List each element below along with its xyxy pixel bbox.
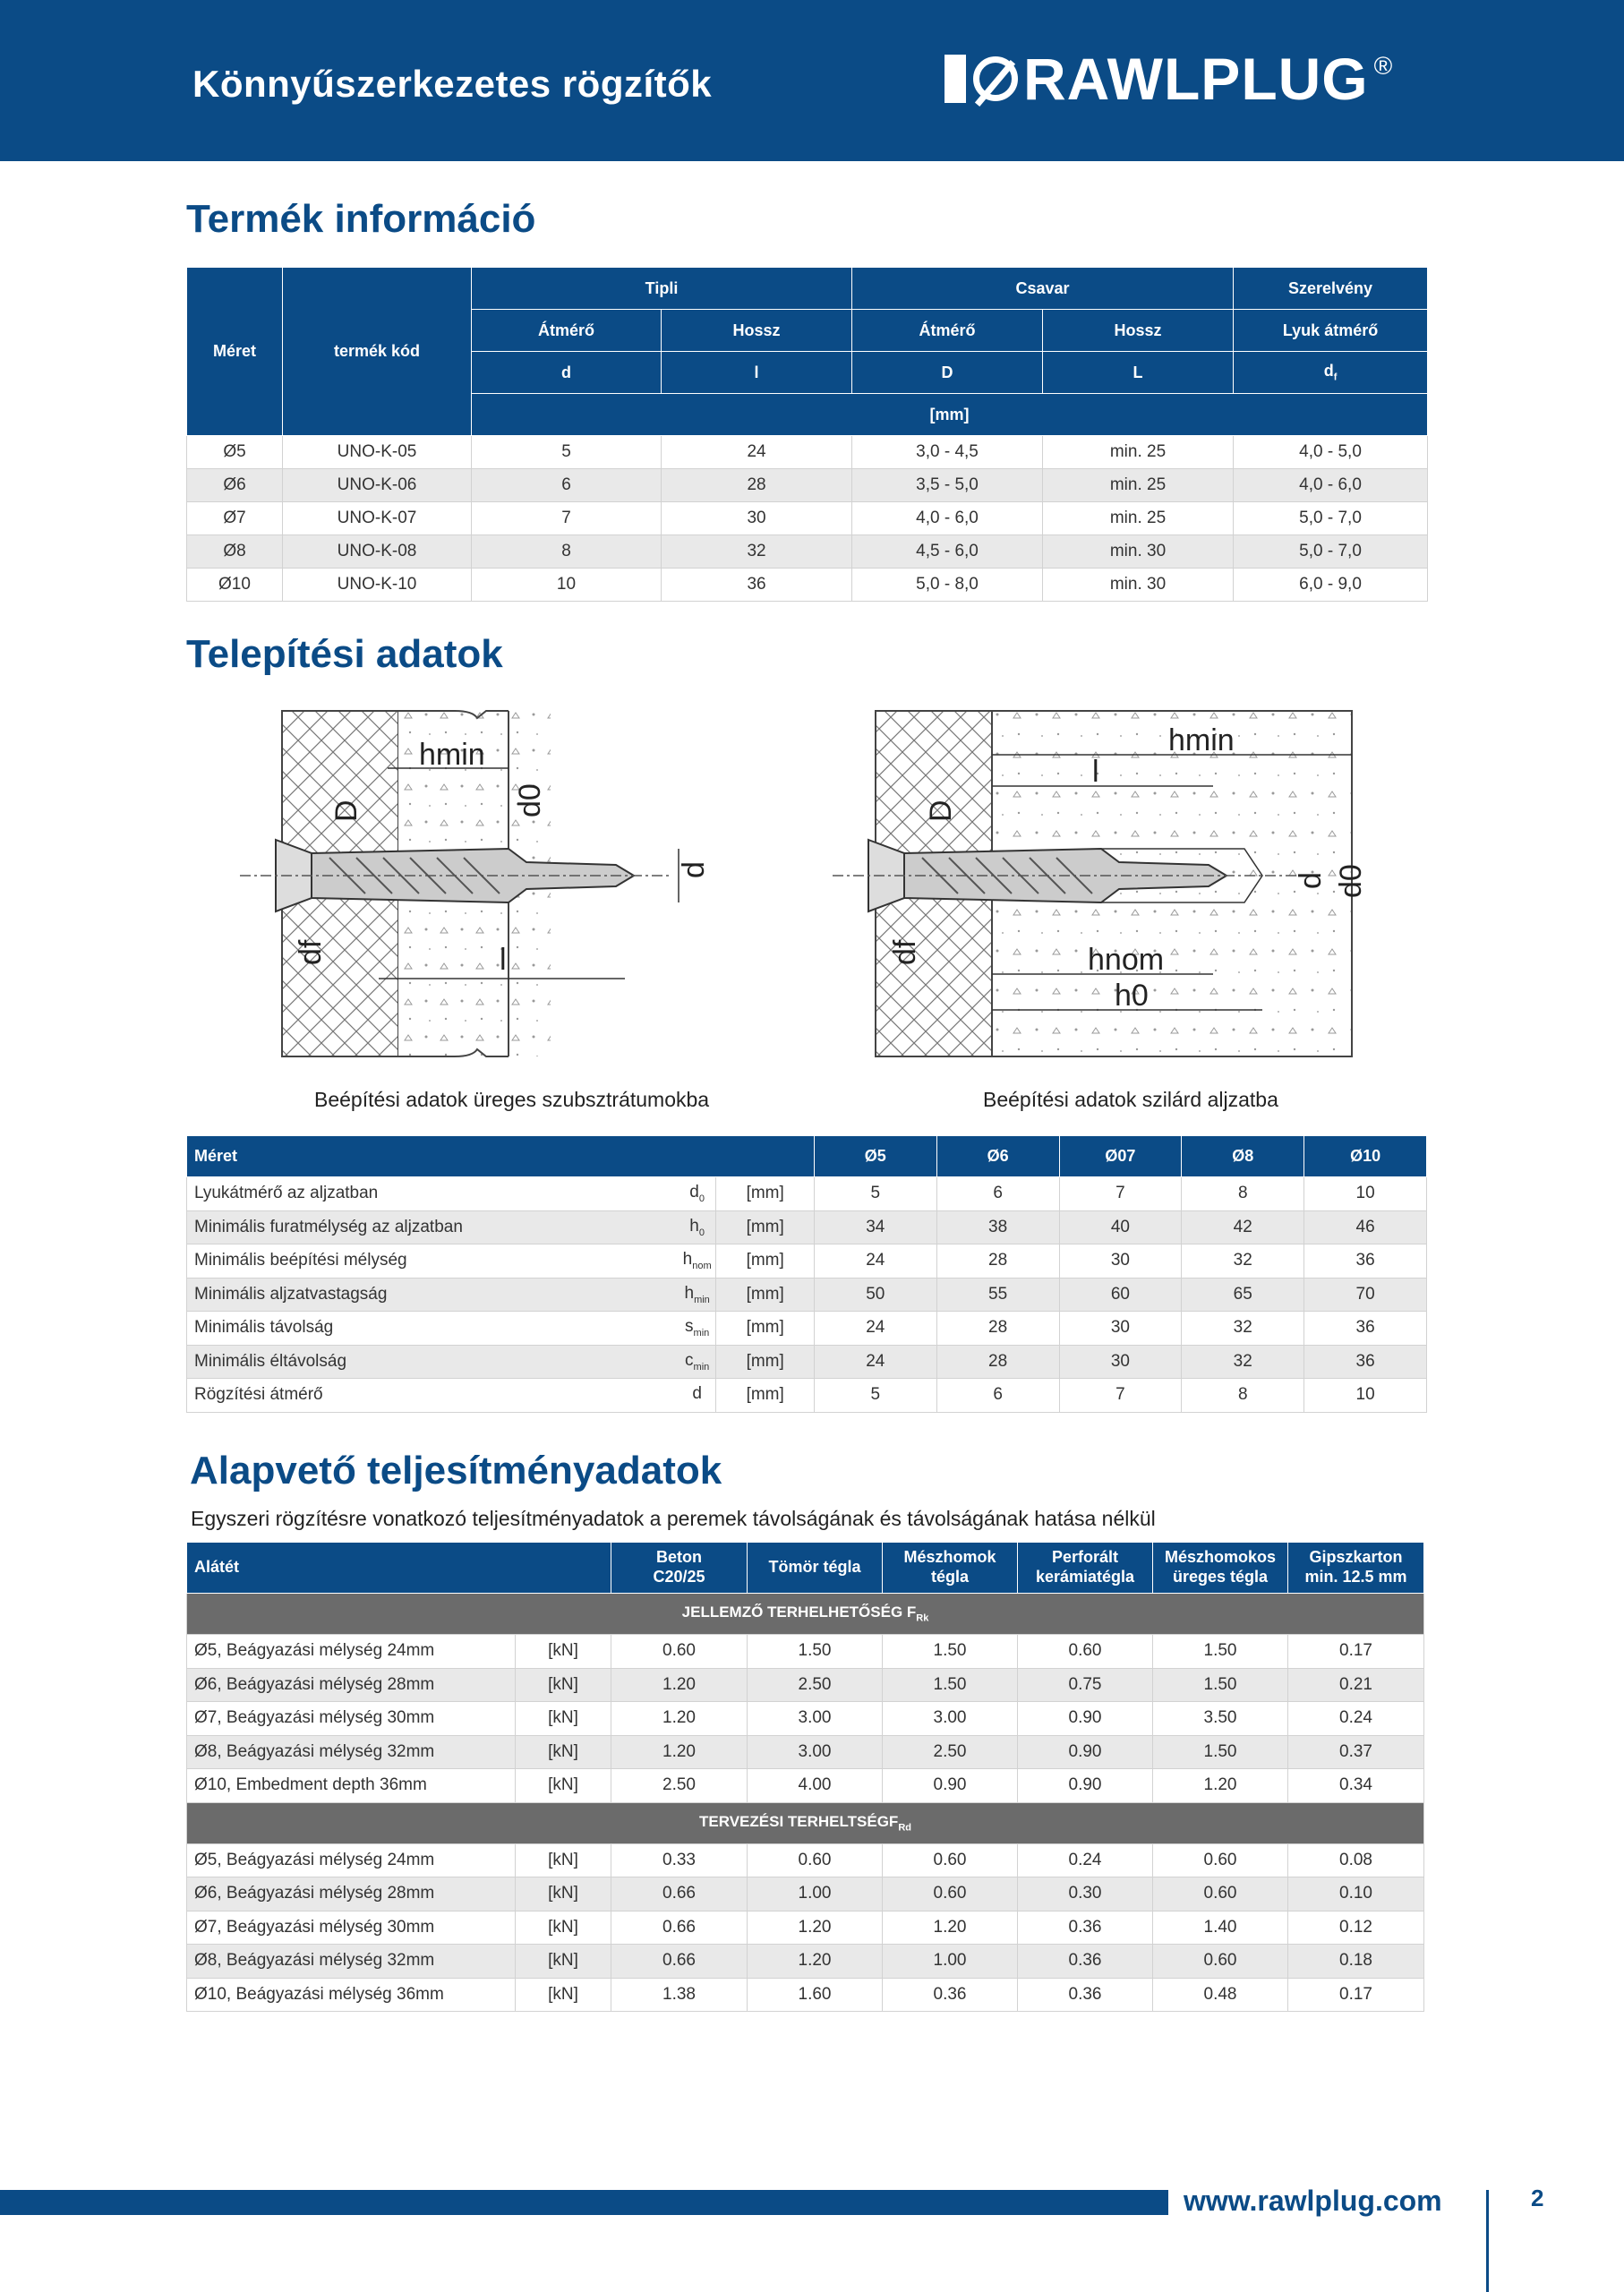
table-cell: 1.20 [883, 1911, 1018, 1945]
table-cell: 6,0 - 9,0 [1234, 569, 1428, 602]
col-header-d8: Ø8 [1182, 1136, 1304, 1177]
table-cell: 7 [472, 502, 662, 535]
table-cell: 6 [936, 1177, 1059, 1211]
table-row [187, 1177, 1427, 1211]
table-cell: 5,0 - 7,0 [1234, 502, 1428, 535]
table-cell: 10 [1304, 1379, 1427, 1413]
table-cell: 0.34 [1288, 1769, 1424, 1803]
table-cell: 5 [472, 436, 662, 469]
table-row [187, 502, 1428, 535]
table-cell: 0.60 [748, 1843, 883, 1877]
page-number: 2 [1531, 2185, 1544, 2211]
hollow-substrate-diagram [240, 706, 711, 1064]
table-cell: 24 [814, 1312, 936, 1346]
table-cell: 1.50 [883, 1635, 1018, 1669]
section-label: TERVEZÉSI $TERHELTSÉGF_{Rd}$ [187, 1802, 1424, 1843]
table-cell: 0.66 [611, 1945, 748, 1979]
symbol-l: l [662, 352, 852, 394]
table-cell: 32 [1182, 1244, 1304, 1279]
table-cell: Ø5 [187, 436, 283, 469]
table-cell: 0.36 [883, 1978, 1018, 2012]
row-label: Ø5, Beágyazási mélység 24mm [187, 1843, 516, 1877]
table-cell: 4,0 - 5,0 [1234, 436, 1428, 469]
table-cell: 0.12 [1288, 1911, 1424, 1945]
row-unit: [kN] [516, 1635, 611, 1669]
table-cell: min. 25 [1043, 436, 1234, 469]
col-header-substrate-type: Gipszkarton min. 12.5 mm [1288, 1543, 1424, 1594]
col-header-tipli-diam: Átmérő [472, 310, 662, 352]
section-row [187, 1802, 1424, 1843]
col-header-screw-length: Hossz [1043, 310, 1234, 352]
table-cell: 1.20 [611, 1668, 748, 1702]
table-cell: 2.50 [611, 1769, 748, 1803]
table-cell: 1.38 [611, 1978, 748, 2012]
row-label: Minimális távolság [187, 1312, 679, 1346]
row-label: Minimális éltávolság [187, 1345, 679, 1379]
table-cell: 6 [472, 469, 662, 502]
performance-title: Alapvető teljesítményadatok [190, 1449, 722, 1492]
col-header-substrate-type: Mészhomok tégla [883, 1543, 1018, 1594]
col-header-substrate-type: Perforált kerámiatégla [1018, 1543, 1153, 1594]
table-cell: UNO-K-08 [283, 535, 472, 569]
table-cell: 0.08 [1288, 1843, 1424, 1877]
table-cell: 24 [662, 436, 852, 469]
row-symbol: $h_0$ [679, 1210, 716, 1244]
col-header-hole-diam: Lyuk átmérő [1234, 310, 1428, 352]
section-label: JELLEMZŐ TERHELHETŐSÉG $F_{Rk}$ [187, 1594, 1424, 1635]
table-row [187, 1345, 1427, 1379]
table-cell: 30 [662, 502, 852, 535]
row-unit: [mm] [716, 1345, 814, 1379]
table-cell: 1.40 [1153, 1911, 1288, 1945]
installation-table [186, 1135, 1427, 1413]
row-unit: [mm] [716, 1278, 814, 1312]
table-cell: 0.21 [1288, 1668, 1424, 1702]
table-cell: 0.17 [1288, 1978, 1424, 2012]
col-header-substrate-type: Beton C20/25 [611, 1543, 748, 1594]
row-unit: [mm] [716, 1210, 814, 1244]
col-header-substrate-type: Mészhomokos üreges tégla [1153, 1543, 1288, 1594]
table-cell: 1.00 [883, 1945, 1018, 1979]
row-label: Minimális furatmélység az aljzatban [187, 1210, 679, 1244]
row-label: Minimális aljzatvastagság [187, 1278, 679, 1312]
col-header-csavar: Csavar [852, 268, 1234, 310]
table-cell: 0.60 [1018, 1635, 1153, 1669]
table-row [187, 1379, 1427, 1413]
row-label: Ø7, Beágyazási mélység 30mm [187, 1702, 516, 1736]
table-row [187, 1244, 1427, 1279]
table-cell: 4,0 - 6,0 [852, 502, 1043, 535]
table-cell: 36 [1304, 1312, 1427, 1346]
performance-subtitle: Egyszeri rögzítésre vonatkozó teljesítményadatok a peremek távolságának és távolságának hatása nélkül [191, 1507, 1156, 1530]
table-row [187, 1769, 1424, 1803]
table-cell: 36 [1304, 1345, 1427, 1379]
row-symbol: $h_{min}$ [679, 1278, 716, 1312]
row-unit: [kN] [516, 1769, 611, 1803]
table-cell: 0.90 [1018, 1702, 1153, 1736]
label-hmin: hmin [419, 738, 485, 772]
table-cell: 32 [1182, 1312, 1304, 1346]
table-cell: 70 [1304, 1278, 1427, 1312]
symbol-d: d [472, 352, 662, 394]
table-cell: min. 30 [1043, 569, 1234, 602]
table-cell: 24 [814, 1345, 936, 1379]
table-cell: 0.60 [883, 1843, 1018, 1877]
label-hnom: hnom [1088, 943, 1165, 977]
row-label: Rögzítési átmérő [187, 1379, 679, 1413]
row-unit: [mm] [716, 1177, 814, 1211]
row-symbol: $h_{nom}$ [679, 1244, 716, 1279]
logo-bar-icon [944, 55, 966, 103]
page-header-title: Könnyűszerkezetes rögzítők [192, 63, 713, 105]
table-cell: 2.50 [748, 1668, 883, 1702]
table-cell: 0.37 [1288, 1735, 1424, 1769]
table-cell: 1.50 [1153, 1668, 1288, 1702]
table-cell: 0.60 [883, 1877, 1018, 1911]
table-row [187, 1635, 1424, 1669]
table-cell: 10 [472, 569, 662, 602]
table-cell: 0.90 [883, 1769, 1018, 1803]
label-d0: d0 [513, 783, 547, 817]
label-df-solid: df [888, 939, 922, 965]
table-cell: 65 [1182, 1278, 1304, 1312]
table-cell: 0.24 [1288, 1702, 1424, 1736]
table-row [187, 1210, 1427, 1244]
col-header-tipli: Tipli [472, 268, 852, 310]
caption-solid: Beépítési adatok szilárd aljzatba [983, 1088, 1278, 1111]
row-label: Ø10, Beágyazási mélység 36mm [187, 1978, 516, 2012]
col-header-d10: Ø10 [1304, 1136, 1427, 1177]
row-unit: [mm] [716, 1312, 814, 1346]
row-label: Lyukátmérő az aljzatban [187, 1177, 679, 1211]
table-cell: min. 25 [1043, 469, 1234, 502]
footer-url-link[interactable]: www.rawlplug.com [1184, 2185, 1442, 2217]
row-label: Ø6, Beágyazási mélység 28mm [187, 1877, 516, 1911]
table-cell: 5 [814, 1177, 936, 1211]
table-cell: 0.66 [611, 1877, 748, 1911]
table-cell: 1.50 [748, 1635, 883, 1669]
row-symbol: $d_0$ [679, 1177, 716, 1211]
row-unit: [mm] [716, 1379, 814, 1413]
row-symbol: $c_{min}$ [679, 1345, 716, 1379]
table-cell: 1.50 [883, 1668, 1018, 1702]
table-cell: min. 25 [1043, 502, 1234, 535]
logo-text: RAWLPLUG [1023, 46, 1369, 112]
table-cell: 1.20 [611, 1702, 748, 1736]
table-cell: 3,5 - 5,0 [852, 469, 1043, 502]
table-cell: 1.20 [748, 1945, 883, 1979]
row-label: Minimális beépítési mélység [187, 1244, 679, 1279]
table-row [187, 535, 1428, 569]
table-row [187, 469, 1428, 502]
table-cell: 32 [1182, 1345, 1304, 1379]
table-cell: 42 [1182, 1210, 1304, 1244]
col-header-substrate-type: Tömör tégla [748, 1543, 883, 1594]
table-cell: 7 [1059, 1177, 1182, 1211]
table-row [187, 569, 1428, 602]
row-unit: [kN] [516, 1978, 611, 2012]
table-cell: 0.30 [1018, 1877, 1153, 1911]
table-cell: Ø10 [187, 569, 283, 602]
table-cell: 0.18 [1288, 1945, 1424, 1979]
table-cell: 5,0 - 8,0 [852, 569, 1043, 602]
label-d0-solid: d0 [1334, 864, 1368, 898]
table-cell: 28 [936, 1312, 1059, 1346]
table-cell: 0.36 [1018, 1978, 1153, 2012]
table-cell: 7 [1059, 1379, 1182, 1413]
table-row [187, 1668, 1424, 1702]
table-cell: 3.00 [748, 1702, 883, 1736]
table-cell: 32 [662, 535, 852, 569]
col-header-code: termék kód [283, 268, 472, 436]
table-cell: 60 [1059, 1278, 1182, 1312]
table-cell: 4,0 - 6,0 [1234, 469, 1428, 502]
row-unit: [kN] [516, 1911, 611, 1945]
row-symbol: $s_{min}$ [679, 1312, 716, 1346]
table-cell: 30 [1059, 1345, 1182, 1379]
table-cell: 0.60 [1153, 1877, 1288, 1911]
table-cell: 0.24 [1018, 1843, 1153, 1877]
table-cell: 30 [1059, 1244, 1182, 1279]
table-cell: 8 [1182, 1379, 1304, 1413]
table-cell: 0.60 [1153, 1945, 1288, 1979]
row-unit: [kN] [516, 1702, 611, 1736]
table-cell: 46 [1304, 1210, 1427, 1244]
logo-registered-mark: ® [1373, 52, 1393, 80]
rawlplug-logo [944, 46, 1393, 112]
row-symbol: d [679, 1379, 716, 1413]
table-cell: 0.60 [1153, 1843, 1288, 1877]
col-header-d6: Ø6 [936, 1136, 1059, 1177]
col-header-d5: Ø5 [814, 1136, 936, 1177]
table-cell: 36 [1304, 1244, 1427, 1279]
table-cell: 28 [936, 1244, 1059, 1279]
table-cell: Ø7 [187, 502, 283, 535]
table-cell: 34 [814, 1210, 936, 1244]
table-cell: 0.48 [1153, 1978, 1288, 2012]
table-row [187, 1312, 1427, 1346]
table-cell: 1.20 [611, 1735, 748, 1769]
table-cell: 3,0 - 4,5 [852, 436, 1043, 469]
row-label: Ø7, Beágyazási mélység 30mm [187, 1911, 516, 1945]
table-cell: 28 [662, 469, 852, 502]
footer-divider [1486, 2190, 1489, 2292]
col-header-size: Méret [187, 1136, 815, 1177]
row-unit: [kN] [516, 1877, 611, 1911]
row-label: Ø6, Beágyazási mélység 28mm [187, 1668, 516, 1702]
table-cell: 5 [814, 1379, 936, 1413]
table-cell: 1.50 [1153, 1635, 1288, 1669]
label-h0: h0 [1115, 979, 1149, 1013]
table-row [187, 1911, 1424, 1945]
table-row [187, 1978, 1424, 2012]
col-header-size: Méret [187, 268, 283, 436]
footer-bar [0, 2190, 1168, 2215]
table-cell: 0.75 [1018, 1668, 1153, 1702]
table-cell: 0.90 [1018, 1769, 1153, 1803]
symbol-df: $d_f$ [1234, 352, 1428, 394]
table-row [187, 1945, 1424, 1979]
table-cell: UNO-K-07 [283, 502, 472, 535]
symbol-L: L [1043, 352, 1234, 394]
table-cell: 3.00 [748, 1735, 883, 1769]
row-unit: [kN] [516, 1945, 611, 1979]
row-label: Ø5, Beágyazási mélység 24mm [187, 1635, 516, 1669]
label-df: df [294, 939, 328, 965]
col-header-tipli-length: Hossz [662, 310, 852, 352]
label-hmin-solid: hmin [1168, 723, 1235, 757]
table-cell: 5,0 - 7,0 [1234, 535, 1428, 569]
table-cell: 8 [1182, 1177, 1304, 1211]
table-cell: 4,5 - 6,0 [852, 535, 1043, 569]
table-cell: 8 [472, 535, 662, 569]
logo-circle-icon [973, 56, 1018, 101]
row-label: Ø8, Beágyazási mélység 32mm [187, 1945, 516, 1979]
table-cell: 3.00 [883, 1702, 1018, 1736]
table-cell: 0.36 [1018, 1911, 1153, 1945]
product-info-title: Termék információ [186, 197, 536, 241]
table-cell: 55 [936, 1278, 1059, 1312]
table-cell: 30 [1059, 1312, 1182, 1346]
table-cell: 6 [936, 1379, 1059, 1413]
col-header-screw-diam: Átmérő [852, 310, 1043, 352]
label-D-solid: D [924, 800, 958, 822]
caption-hollow: Beépítési adatok üreges szubsztrátumokba [314, 1088, 710, 1111]
label-l-solid: l [1092, 755, 1099, 789]
symbol-D: D [852, 352, 1043, 394]
table-cell: 4.00 [748, 1769, 883, 1803]
table-cell: 3.50 [1153, 1702, 1288, 1736]
table-cell: 2.50 [883, 1735, 1018, 1769]
col-header-szerelveny: Szerelvény [1234, 268, 1428, 310]
row-unit: [kN] [516, 1735, 611, 1769]
table-row [187, 1877, 1424, 1911]
label-d-solid: d [1294, 872, 1328, 889]
unit-mm-header: [mm] [472, 394, 1428, 436]
label-D: D [329, 800, 363, 822]
row-label: Ø10, Embedment depth 36mm [187, 1769, 516, 1803]
col-header-d7: Ø07 [1059, 1136, 1182, 1177]
table-row [187, 1702, 1424, 1736]
table-cell: 0.36 [1018, 1945, 1153, 1979]
table-cell: 1.00 [748, 1877, 883, 1911]
table-cell: min. 30 [1043, 535, 1234, 569]
row-unit: [kN] [516, 1843, 611, 1877]
performance-table [186, 1542, 1424, 2012]
table-cell: 0.66 [611, 1911, 748, 1945]
table-cell: UNO-K-10 [283, 569, 472, 602]
table-cell: UNO-K-06 [283, 469, 472, 502]
row-unit: [kN] [516, 1668, 611, 1702]
table-cell: 10 [1304, 1177, 1427, 1211]
label-d: d [677, 861, 711, 878]
col-header-substrate: Alátét [187, 1543, 611, 1594]
solid-substrate-diagram [833, 706, 1423, 1064]
label-l: l [500, 943, 507, 977]
table-cell: UNO-K-05 [283, 436, 472, 469]
table-cell: 1.20 [748, 1911, 883, 1945]
table-cell: 36 [662, 569, 852, 602]
table-cell: 40 [1059, 1210, 1182, 1244]
installation-title: Telepítési adatok [186, 632, 503, 676]
table-row [187, 436, 1428, 469]
table-cell: 0.33 [611, 1843, 748, 1877]
table-cell: 0.60 [611, 1635, 748, 1669]
table-cell: 24 [814, 1244, 936, 1279]
table-row [187, 1735, 1424, 1769]
table-cell: 1.50 [1153, 1735, 1288, 1769]
table-cell: 1.20 [1153, 1769, 1288, 1803]
table-cell: Ø6 [187, 469, 283, 502]
row-unit: [mm] [716, 1244, 814, 1279]
table-cell: 0.10 [1288, 1877, 1424, 1911]
product-info-table [186, 267, 1428, 602]
table-cell: 38 [936, 1210, 1059, 1244]
table-cell: 50 [814, 1278, 936, 1312]
table-cell: 1.60 [748, 1978, 883, 2012]
table-row [187, 1843, 1424, 1877]
table-row [187, 1278, 1427, 1312]
table-cell: 0.17 [1288, 1635, 1424, 1669]
table-cell: 28 [936, 1345, 1059, 1379]
table-cell: Ø8 [187, 535, 283, 569]
section-row [187, 1594, 1424, 1635]
table-cell: 0.90 [1018, 1735, 1153, 1769]
row-label: Ø8, Beágyazási mélység 32mm [187, 1735, 516, 1769]
